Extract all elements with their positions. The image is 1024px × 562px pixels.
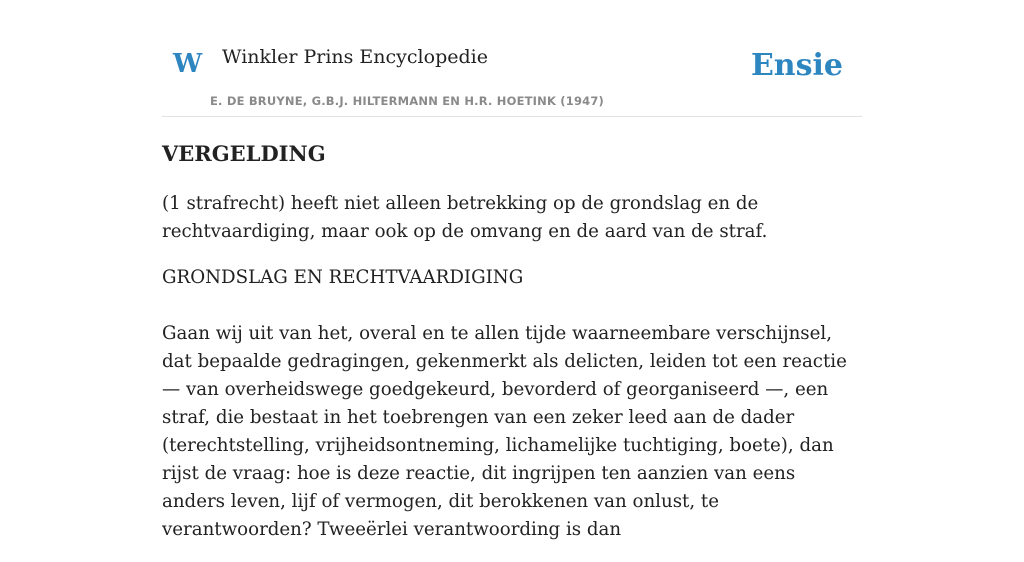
- article-headword: VERGELDING: [162, 141, 326, 166]
- publication-authors: E. DE BRUYNE, G.B.J. HILTERMANN EN H.R. HOETINK (1947): [210, 94, 605, 108]
- article: [162, 140, 862, 562]
- publication-title[interactable]: Winkler Prins Encyclopedie: [222, 46, 488, 68]
- ensie-logo[interactable]: Ensie: [750, 48, 843, 83]
- header: [162, 0, 862, 117]
- section-heading: GRONDSLAG EN RECHTVAARDIGING: [162, 267, 524, 289]
- article-intro: (1 strafrecht) heeft niet alleen betrekking op de grondslag en de rechtvaardiging, maar ook op de omvang en de aard van de straf.: [162, 193, 768, 243]
- article-body: Gaan wij uit van het, overal en te allen tijde waarneembare verschijnsel, dat bepaalde gedragingen, gekenmerkt als delicten, leiden tot een reactie — van overheidswege goedgekeurd, bevorderd of georganiseerd —, een straf, die bestaat in het toebrengen van een zeker leed aan de dader (terechtstelling, vrijheidsontneming, lichamelijke tuchtiging, boete), dan rijst de vraag: hoe is deze reactie, dit ingrijpen ten aanzien van eens anders leven, lijf of vermogen, dit berokkenen van onlust, te verantwoorden? Tweeërlei verantwoording is dan: [162, 323, 847, 541]
- publication-logo-icon[interactable]: W: [173, 49, 203, 79]
